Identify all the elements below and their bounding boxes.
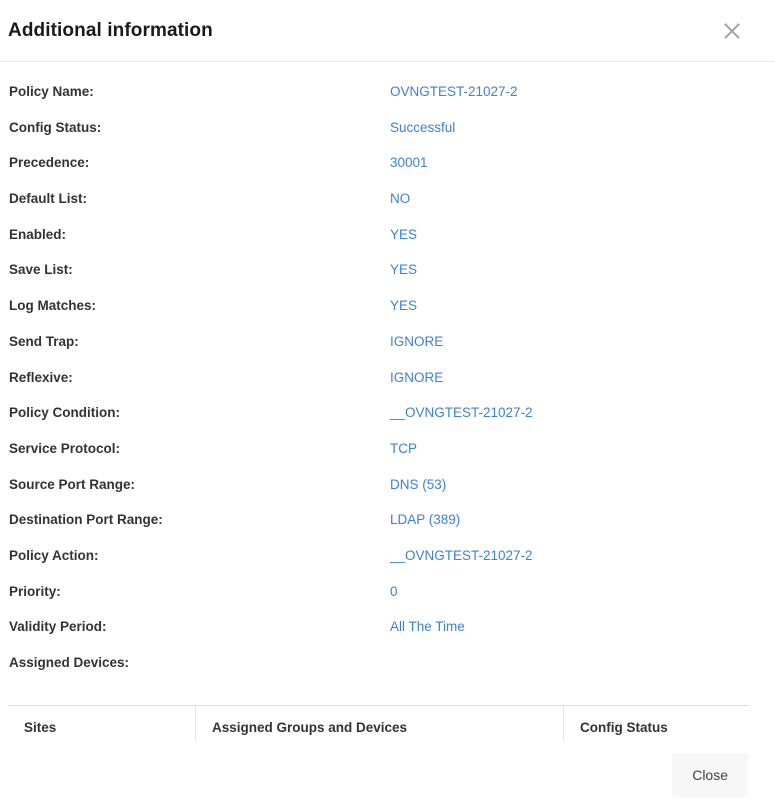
detail-value: __OVNGTEST-21027-2: [390, 547, 533, 563]
detail-label: Priority:: [9, 583, 61, 599]
detail-row-destination-port-range: [8, 512, 767, 548]
detail-row-send-trap: [8, 334, 767, 370]
detail-row-config-status: [8, 120, 767, 156]
detail-row-assigned-devices: [8, 655, 767, 691]
detail-row-save-list: [8, 262, 767, 298]
detail-row-source-port-range: [8, 477, 767, 513]
detail-label: Validity Period:: [9, 619, 107, 635]
detail-value: YES: [390, 298, 418, 314]
detail-label: Send Trap:: [9, 333, 79, 349]
detail-value: NO: [390, 191, 411, 207]
dialog-footer: [0, 742, 775, 808]
detail-value: 0: [390, 583, 398, 599]
detail-row-policy-action: [8, 548, 767, 584]
detail-row-service-protocol: [8, 441, 767, 477]
detail-row-default-list: [8, 191, 767, 227]
detail-row-priority: [8, 584, 767, 620]
detail-row-validity-period: [8, 619, 767, 655]
detail-value: OVNGTEST-21027-2: [390, 84, 518, 99]
dialog-header: [0, 0, 775, 62]
detail-value: YES: [390, 262, 418, 278]
detail-label: Log Matches:: [9, 298, 97, 314]
detail-value: __OVNGTEST-21027-2: [390, 405, 533, 421]
close-button[interactable]: Close: [672, 753, 748, 797]
detail-label: Enabled:: [9, 226, 67, 242]
detail-row-policy-name: [8, 84, 767, 120]
detail-label: Destination Port Range:: [9, 512, 163, 528]
column-header-sites: Sites: [8, 705, 196, 749]
detail-row-precedence: [8, 155, 767, 191]
detail-row-log-matches: [8, 298, 767, 334]
detail-value: 30001: [390, 155, 428, 171]
page-title: Additional information: [8, 19, 213, 41]
detail-label: Config Status:: [9, 119, 102, 135]
detail-row-enabled: [8, 227, 767, 263]
detail-label: Reflexive:: [9, 369, 73, 385]
detail-label: Source Port Range:: [9, 476, 136, 492]
detail-value: LDAP (389): [390, 512, 461, 528]
detail-label: Policy Condition:: [9, 405, 120, 421]
detail-value: All The Time: [390, 619, 465, 635]
detail-value: IGNORE: [390, 369, 444, 385]
detail-label: Save List:: [9, 262, 73, 278]
detail-row-policy-condition: [8, 405, 767, 441]
detail-label: Assigned Devices:: [9, 655, 130, 670]
detail-row-reflexive: [8, 370, 767, 406]
close-icon[interactable]: [721, 20, 743, 42]
detail-label: Policy Action:: [9, 547, 99, 563]
detail-value: IGNORE: [390, 333, 444, 349]
detail-value: TCP: [390, 440, 417, 456]
detail-value: Successful: [390, 119, 456, 135]
detail-label: Default List:: [9, 191, 88, 207]
detail-label: Policy Name:: [9, 84, 94, 99]
detail-label: Service Protocol:: [9, 440, 121, 456]
column-header-config-status: Config Status: [580, 719, 668, 735]
detail-value: DNS (53): [390, 476, 447, 492]
column-header-assigned-groups-and-devices: Assigned Groups and Devices: [196, 705, 564, 749]
dialog-body: [0, 62, 775, 808]
detail-value: YES: [390, 226, 418, 242]
detail-label: Precedence:: [9, 155, 90, 171]
